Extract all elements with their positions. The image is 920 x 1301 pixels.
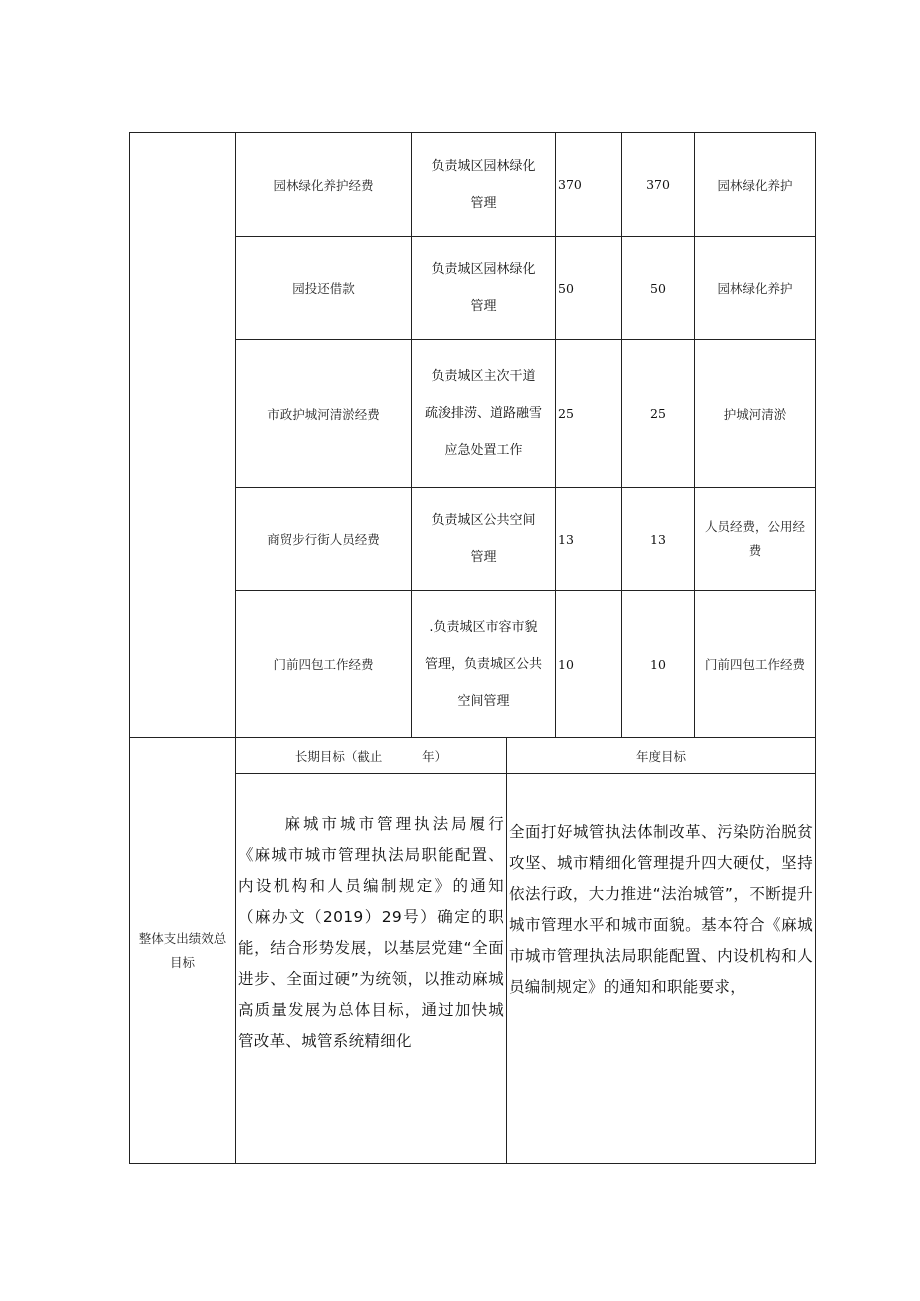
fund-use: 护城河清淤 xyxy=(694,339,816,488)
project-name: 市政护城河清淤经费 xyxy=(235,339,412,488)
project-responsibility: 负责城区园林绿化 管理 xyxy=(411,236,556,340)
actual-amount: 50 xyxy=(621,236,695,340)
annual-goal-header: 年度目标 xyxy=(506,737,816,774)
fund-use: 园林绿化养护 xyxy=(694,132,816,237)
project-responsibility: 负责城区主次干道 疏浚排涝、道路融雪 应急处置工作 xyxy=(411,339,556,488)
actual-amount: 25 xyxy=(621,339,695,488)
fund-use: 人员经费，公用经 费 xyxy=(694,487,816,591)
actual-amount: 370 xyxy=(621,132,695,237)
project-responsibility: .负责城区市容市貌 管理，负责城区公共 空间管理 xyxy=(411,590,556,738)
project-name: 园林绿化养护经费 xyxy=(235,132,412,237)
actual-amount: 10 xyxy=(621,590,695,738)
annual-goal-text: 全面打好城管执法体制改革、污染防治脱贫攻坚、城市精细化管理提升四大硬仗，坚持依法行政，大力推进“法治城管”，不断提升城市管理水平和城市面貌。基本符合《麻城市城市管理执法局职能配置、内设机构和人员编制规定》的通知和职能要求， xyxy=(506,773,816,1164)
budget-amount: 50 xyxy=(555,236,622,340)
budget-amount: 25 xyxy=(555,339,622,488)
project-name: 商贸步行街人员经费 xyxy=(235,487,412,591)
actual-amount: 13 xyxy=(621,487,695,591)
project-responsibility: 负责城区公共空间 管理 xyxy=(411,487,556,591)
long-term-goal-text: 麻城市城市管理执法局履行《麻城市城市管理执法局职能配置、内设机构和人员编制规定》的通知（麻办文（2019）29号）确定的职能，结合形势发展，以基层党建“全面进步、全面过硬”为统领，以推动麻城高质量发展为总体目标，通过加快城管改革、城管系统精细化 xyxy=(235,773,507,1164)
fund-use: 园林绿化养护 xyxy=(694,236,816,340)
long-term-goal-header: 长期目标（截止 年） xyxy=(235,737,507,774)
project-name: 门前四包工作经费 xyxy=(235,590,412,738)
budget-amount: 13 xyxy=(555,487,622,591)
project-name: 园投还借款 xyxy=(235,236,412,340)
goals-label: 整体支出绩效总 目标 xyxy=(129,737,236,1164)
category-cell-empty xyxy=(129,132,236,738)
budget-amount: 370 xyxy=(555,132,622,237)
project-responsibility: 负责城区园林绿化 管理 xyxy=(411,132,556,237)
fund-use: 门前四包工作经费 xyxy=(694,590,816,738)
budget-amount: 10 xyxy=(555,590,622,738)
